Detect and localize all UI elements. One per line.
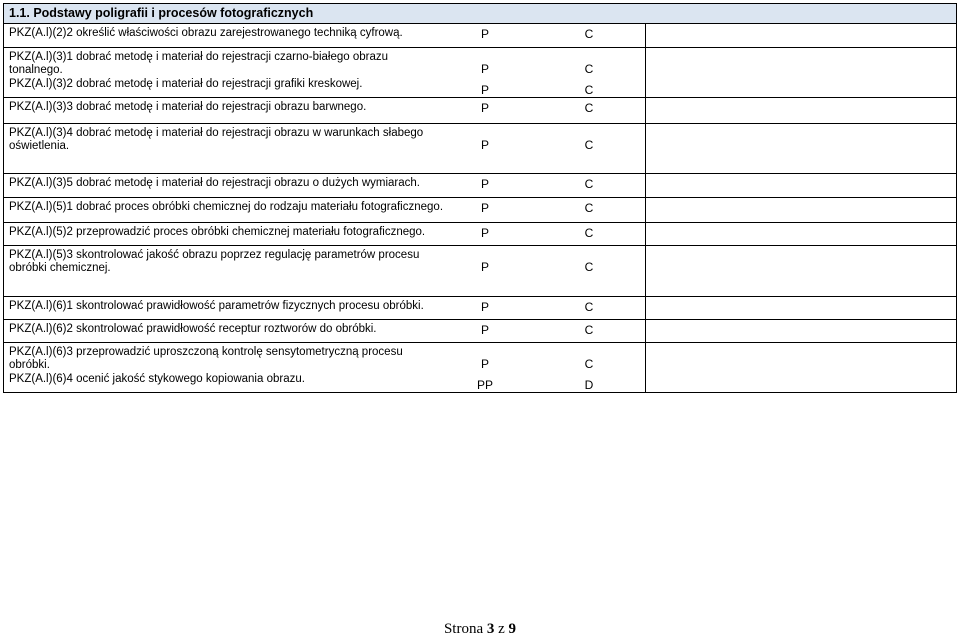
empty-column-cell — [645, 246, 956, 296]
empty-column-cell — [645, 98, 956, 123]
row-text-line: tonalnego. — [9, 64, 63, 76]
level-c-mark: C — [584, 27, 594, 41]
row-text-line: obróbki. — [9, 359, 50, 371]
level-p-mark: P — [480, 83, 490, 97]
table-row — [4, 24, 956, 47]
level-p-mark: P — [480, 101, 490, 115]
empty-column-cell — [645, 297, 956, 319]
level-c-mark: C — [584, 177, 594, 191]
level-c-mark: C — [584, 138, 594, 152]
table-row — [4, 123, 956, 173]
table-row — [4, 319, 956, 342]
footer-page-number: 3 — [486, 621, 495, 637]
table-row — [4, 342, 956, 392]
row-text-line: PKZ(A.l)(6)2 skontrolować prawidłowość receptur roztworów do obróbki. — [9, 323, 377, 335]
level-c-mark: D — [584, 378, 594, 392]
empty-column-cell — [645, 174, 956, 197]
empty-column-cell — [645, 320, 956, 342]
table-row — [4, 245, 956, 296]
page-footer — [0, 621, 960, 638]
row-text-line: PKZ(A.l)(3)2 dobrać metodę i materiał do rejestracji grafiki kreskowej. — [9, 78, 363, 90]
empty-column-cell — [645, 198, 956, 222]
level-c-mark: C — [584, 323, 594, 337]
row-text-line: PKZ(A.l)(3)5 dobrać metodę i materiał do rejestracji obrazu o dużych wymiarach. — [9, 177, 420, 189]
level-c-mark: C — [584, 226, 594, 240]
level-p-mark: P — [480, 62, 490, 76]
level-c-mark: C — [584, 83, 594, 97]
table-row — [4, 197, 956, 222]
table-body — [4, 24, 956, 392]
level-c-mark: C — [584, 201, 594, 215]
empty-column-cell — [645, 223, 956, 245]
level-p-mark: P — [480, 226, 490, 240]
row-text-line: PKZ(A.l)(6)3 przeprowadzić uproszczoną kontrolę sensytometryczną procesu — [9, 346, 403, 358]
row-text-line: PKZ(A.l)(6)1 skontrolować prawidłowość parametrów fizycznych procesu obróbki. — [9, 300, 424, 312]
section-title: 1.1. Podstawy poligrafii i procesów fotograficznych — [4, 4, 956, 24]
empty-column-cell — [645, 48, 956, 97]
table-row — [4, 97, 956, 123]
row-text-line: PKZ(A.l)(3)4 dobrać metodę i materiał do rejestracji obrazu w warunkach słabego — [9, 127, 424, 139]
level-c-mark: C — [584, 101, 594, 115]
row-text-line: PKZ(A.l)(6)4 ocenić jakość stykowego kopiowania obrazu. — [9, 373, 305, 385]
table-row — [4, 222, 956, 245]
row-text-line: PKZ(A.l)(3)3 dobrać metodę i materiał do rejestracji obrazu barwnego. — [9, 101, 367, 113]
row-text-line: oświetlenia. — [9, 140, 70, 152]
level-c-mark: C — [584, 62, 594, 76]
row-text-line: PKZ(A.l)(5)1 dobrać proces obróbki chemicznej do rodzaju materiału fotograficznego. — [9, 201, 444, 213]
table-row — [4, 173, 956, 197]
row-text-line: PKZ(A.l)(5)2 przeprowadzić proces obróbki chemicznej materiału fotograficznego. — [9, 226, 426, 238]
level-p-mark: P — [480, 201, 490, 215]
row-text-line: PKZ(A.l)(2)2 określić właściwości obrazu zarejestrowanego techniką cyfrową. — [9, 27, 403, 39]
empty-column-cell — [645, 124, 956, 173]
row-text-line: obróbki chemicznej. — [9, 262, 111, 274]
level-c-mark: C — [584, 260, 594, 274]
level-p-mark: P — [480, 260, 490, 274]
level-p-mark: P — [480, 177, 490, 191]
level-c-mark: C — [584, 357, 594, 371]
level-p-mark: PP — [476, 378, 494, 392]
empty-column-cell — [645, 343, 956, 392]
footer-prefix: Strona — [443, 621, 487, 637]
table-row — [4, 296, 956, 319]
level-c-mark: C — [584, 300, 594, 314]
footer-mid: z — [494, 621, 509, 637]
empty-column-cell — [645, 24, 956, 47]
table-row — [4, 47, 956, 97]
level-p-mark: P — [480, 300, 490, 314]
level-p-mark: P — [480, 357, 490, 371]
footer-total-pages: 9 — [508, 621, 517, 637]
level-p-mark: P — [480, 138, 490, 152]
level-p-mark: P — [480, 323, 490, 337]
row-text-line: PKZ(A.l)(3)1 dobrać metodę i materiał do rejestracji czarno-białego obrazu — [9, 51, 389, 63]
level-p-mark: P — [480, 27, 490, 41]
row-text-line: PKZ(A.l)(5)3 skontrolować jakość obrazu poprzez regulację parametrów procesu — [9, 249, 420, 261]
curriculum-table — [3, 3, 957, 393]
